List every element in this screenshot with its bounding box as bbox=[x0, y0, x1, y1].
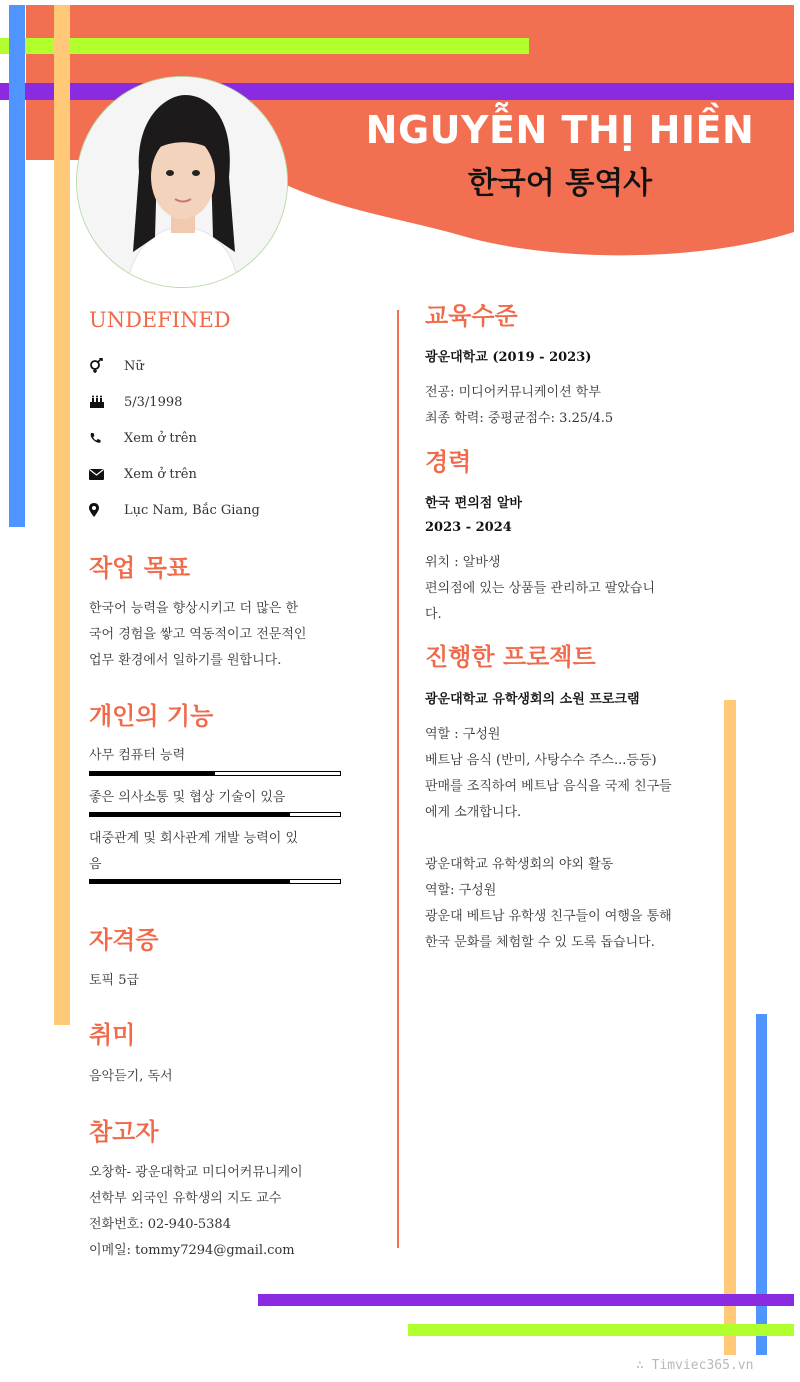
phone-icon bbox=[89, 432, 124, 444]
gender-text: Nữ bbox=[124, 358, 144, 374]
projects-heading: 진행한 프로젝트 bbox=[425, 643, 596, 671]
blue-stripe-left bbox=[9, 5, 25, 527]
education-school: 광운대학교 (2019 - 2023) bbox=[425, 350, 592, 365]
experience-period: 2023 - 2024 bbox=[425, 520, 512, 535]
objective-line-1: 한국어 능력을 향상시키고 더 많은 한 bbox=[89, 601, 299, 616]
project-line-7: 역할: 구성원 bbox=[425, 883, 497, 898]
references-phone: 전화번호: 02-940-5384 bbox=[89, 1217, 231, 1232]
certificates-heading: 자격증 bbox=[89, 926, 159, 954]
skill-2-fill bbox=[90, 813, 290, 816]
references-email: 이메일: tommy7294@gmail.com bbox=[89, 1243, 295, 1258]
info-address bbox=[89, 500, 260, 520]
skill-2-label: 좋은 의사소통 및 협상 기술이 있음 bbox=[89, 790, 286, 805]
hobbies-heading: 취미 bbox=[89, 1021, 136, 1049]
info-gender bbox=[89, 356, 144, 376]
experience-line-1: 위치 : 알바생 bbox=[425, 555, 501, 570]
skill-1-bar bbox=[89, 771, 341, 776]
objective-line-3: 업무 환경에서 일하기를 원합니다. bbox=[89, 653, 282, 668]
project-line-2: 베트남 음식 (반미, 사탕수수 주스...등등) bbox=[425, 753, 657, 768]
envelope-icon bbox=[89, 469, 124, 480]
purple-stripe-bottom bbox=[258, 1294, 794, 1306]
certificates-text: 토픽 5급 bbox=[89, 973, 140, 988]
project-line-8: 광운대 베트남 유학생 친구들이 여행을 통해 bbox=[425, 909, 672, 924]
profile-photo bbox=[76, 76, 288, 288]
skill-1-label: 사무 컴퓨터 능력 bbox=[89, 748, 186, 763]
project-line-9: 한국 문화를 체험할 수 있 도록 돕습니다. bbox=[425, 935, 655, 950]
experience-line-2: 편의점에 있는 상품들 관리하고 팔았습니 bbox=[425, 581, 656, 596]
project-line-1: 역할 : 구성원 bbox=[425, 727, 501, 742]
candidate-name: NGUYỄN THỊ HIỀN bbox=[365, 108, 755, 152]
skill-3-label-line-1: 대중관계 및 회사관계 개발 능력이 있 bbox=[89, 831, 299, 846]
references-line-1: 오창학- 광운대학교 미디어커뮤니케이 bbox=[89, 1165, 303, 1180]
experience-heading: 경력 bbox=[425, 448, 472, 476]
hobbies-text: 음악듣기, 독서 bbox=[89, 1069, 173, 1084]
column-divider bbox=[397, 310, 399, 1248]
orange-stripe-right bbox=[724, 700, 736, 1355]
birthday-text: 5/3/1998 bbox=[124, 394, 183, 410]
info-birthday bbox=[89, 392, 182, 412]
email-text: Xem ở trên bbox=[124, 466, 197, 482]
watermark-icon: ∴ bbox=[636, 1358, 644, 1373]
watermark bbox=[636, 1358, 753, 1373]
skill-3-bar bbox=[89, 879, 341, 884]
objective-heading: 작업 목표 bbox=[89, 554, 191, 582]
education-gpa: 최종 학력: 중평균점수: 3.25/4.5 bbox=[425, 411, 614, 426]
phone-text: Xem ở trên bbox=[124, 430, 197, 446]
lime-stripe-bottom bbox=[408, 1324, 794, 1336]
lime-stripe-top bbox=[0, 38, 529, 54]
references-heading: 참고자 bbox=[89, 1118, 159, 1146]
info-phone bbox=[89, 428, 197, 448]
project-line-3: 판매를 조직하여 베트남 음식을 국제 친구들 bbox=[425, 779, 672, 794]
skill-1-fill bbox=[90, 772, 215, 775]
map-marker-icon bbox=[89, 503, 124, 517]
objective-line-2: 국어 경험을 쌓고 역동적이고 전문적인 bbox=[89, 627, 307, 642]
address-text: Lục Nam, Bắc Giang bbox=[124, 502, 260, 518]
education-major: 전공: 미디어커뮤니케이션 학부 bbox=[425, 385, 601, 400]
experience-line-3: 다. bbox=[425, 607, 442, 622]
personal-info-heading: UNDEFINED bbox=[89, 308, 231, 332]
project-line-6: 광운대학교 유학생회의 야외 활동 bbox=[425, 857, 614, 872]
gender-icon bbox=[89, 358, 124, 374]
info-email bbox=[89, 464, 197, 484]
skill-3-fill bbox=[90, 880, 290, 883]
skill-2-bar bbox=[89, 812, 341, 817]
references-line-2: 션학부 외국인 유학생의 지도 교수 bbox=[89, 1191, 282, 1206]
project-name: 광운대학교 유학생회의 소원 프로크램 bbox=[425, 692, 640, 707]
experience-company: 한국 편의점 알바 bbox=[425, 496, 522, 511]
birthday-cake-icon bbox=[89, 395, 124, 409]
watermark-text: Timviec365.vn bbox=[651, 1358, 754, 1373]
education-heading: 교육수준 bbox=[425, 302, 518, 330]
avatar-portrait bbox=[77, 77, 288, 288]
project-line-4: 에게 소개합니다. bbox=[425, 805, 522, 820]
skills-heading: 개인의 기능 bbox=[89, 702, 214, 730]
skill-3-label-line-2: 음 bbox=[89, 857, 102, 872]
orange-stripe-left bbox=[54, 5, 70, 1025]
job-title: 한국어 통역사 bbox=[467, 166, 653, 201]
